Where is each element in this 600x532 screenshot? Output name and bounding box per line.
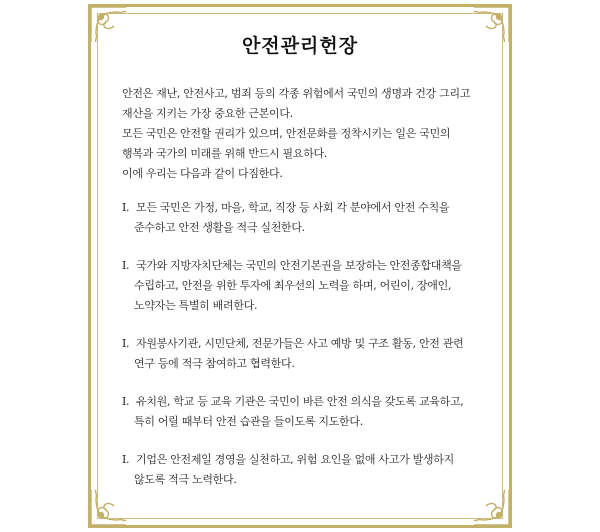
article-line: 않도록 적극 노력한다. xyxy=(134,473,237,486)
intro-line: 이에 우리는 다음과 같이 다짐한다. xyxy=(122,167,283,180)
article-number: Ⅰ. xyxy=(122,337,130,350)
charter-body xyxy=(122,84,492,490)
article-item xyxy=(122,450,492,490)
page-title: 안전관리헌장 xyxy=(241,35,359,57)
article-number: Ⅰ. xyxy=(122,395,130,408)
article-number: Ⅰ. xyxy=(122,201,130,214)
article-number: Ⅰ. xyxy=(122,259,130,272)
charter-frame xyxy=(88,4,512,528)
corner-ornament-icon xyxy=(470,486,512,528)
article-line: 특히 어릴 때부터 안전 습관을 들이도록 지도한다. xyxy=(134,415,363,428)
intro-line: 안전은 재난, 안전사고, 범죄 등의 각종 위험에서 국민의 생명과 건강 그리고 xyxy=(122,87,471,100)
intro-paragraph xyxy=(122,84,492,184)
article-line: 준수하고 안전 생활을 적극 실천한다. xyxy=(134,221,305,234)
intro-line: 재산을 지키는 가장 중요한 근본이다. xyxy=(122,107,293,120)
article-line: 수립하고, 안전을 위한 투자에 최우선의 노력을 하며, 어린이, 장애인, xyxy=(134,279,452,292)
article-line: 국가와 지방자치단체는 국민의 안전기본권을 보장하는 안전종합대책을 xyxy=(136,259,462,272)
intro-line: 모든 국민은 안전할 권리가 있으며, 안전문화를 정착시키는 일은 국민의 xyxy=(122,127,451,140)
article-number: Ⅰ. xyxy=(122,453,130,466)
article-line: 연구 등에 적극 참여하고 협력한다. xyxy=(134,357,295,370)
intro-line: 행복과 국가의 미래를 위해 반드시 필요하다. xyxy=(122,147,328,160)
article-line: 노약자는 특별히 배려한다. xyxy=(134,299,258,312)
article-line: 자원봉사기관, 시민단체, 전문가들은 사고 예방 및 구조 활동, 안전 관련 xyxy=(136,337,464,350)
article-line: 모든 국민은 가정, 마을, 학교, 직장 등 사회 각 분야에서 안전 수칙을 xyxy=(136,201,450,214)
article-item xyxy=(122,392,492,432)
article-line: 유치원, 학교 등 교육 기관은 국민이 바른 안전 의식을 갖도록 교육하고, xyxy=(136,395,464,408)
corner-ornament-icon xyxy=(88,486,130,528)
article-item xyxy=(122,198,492,238)
article-item xyxy=(122,256,492,316)
article-line: 기업은 안전제일 경영을 실천하고, 위험 요인을 없애 사고가 발생하지 xyxy=(136,453,454,466)
article-item xyxy=(122,334,492,374)
